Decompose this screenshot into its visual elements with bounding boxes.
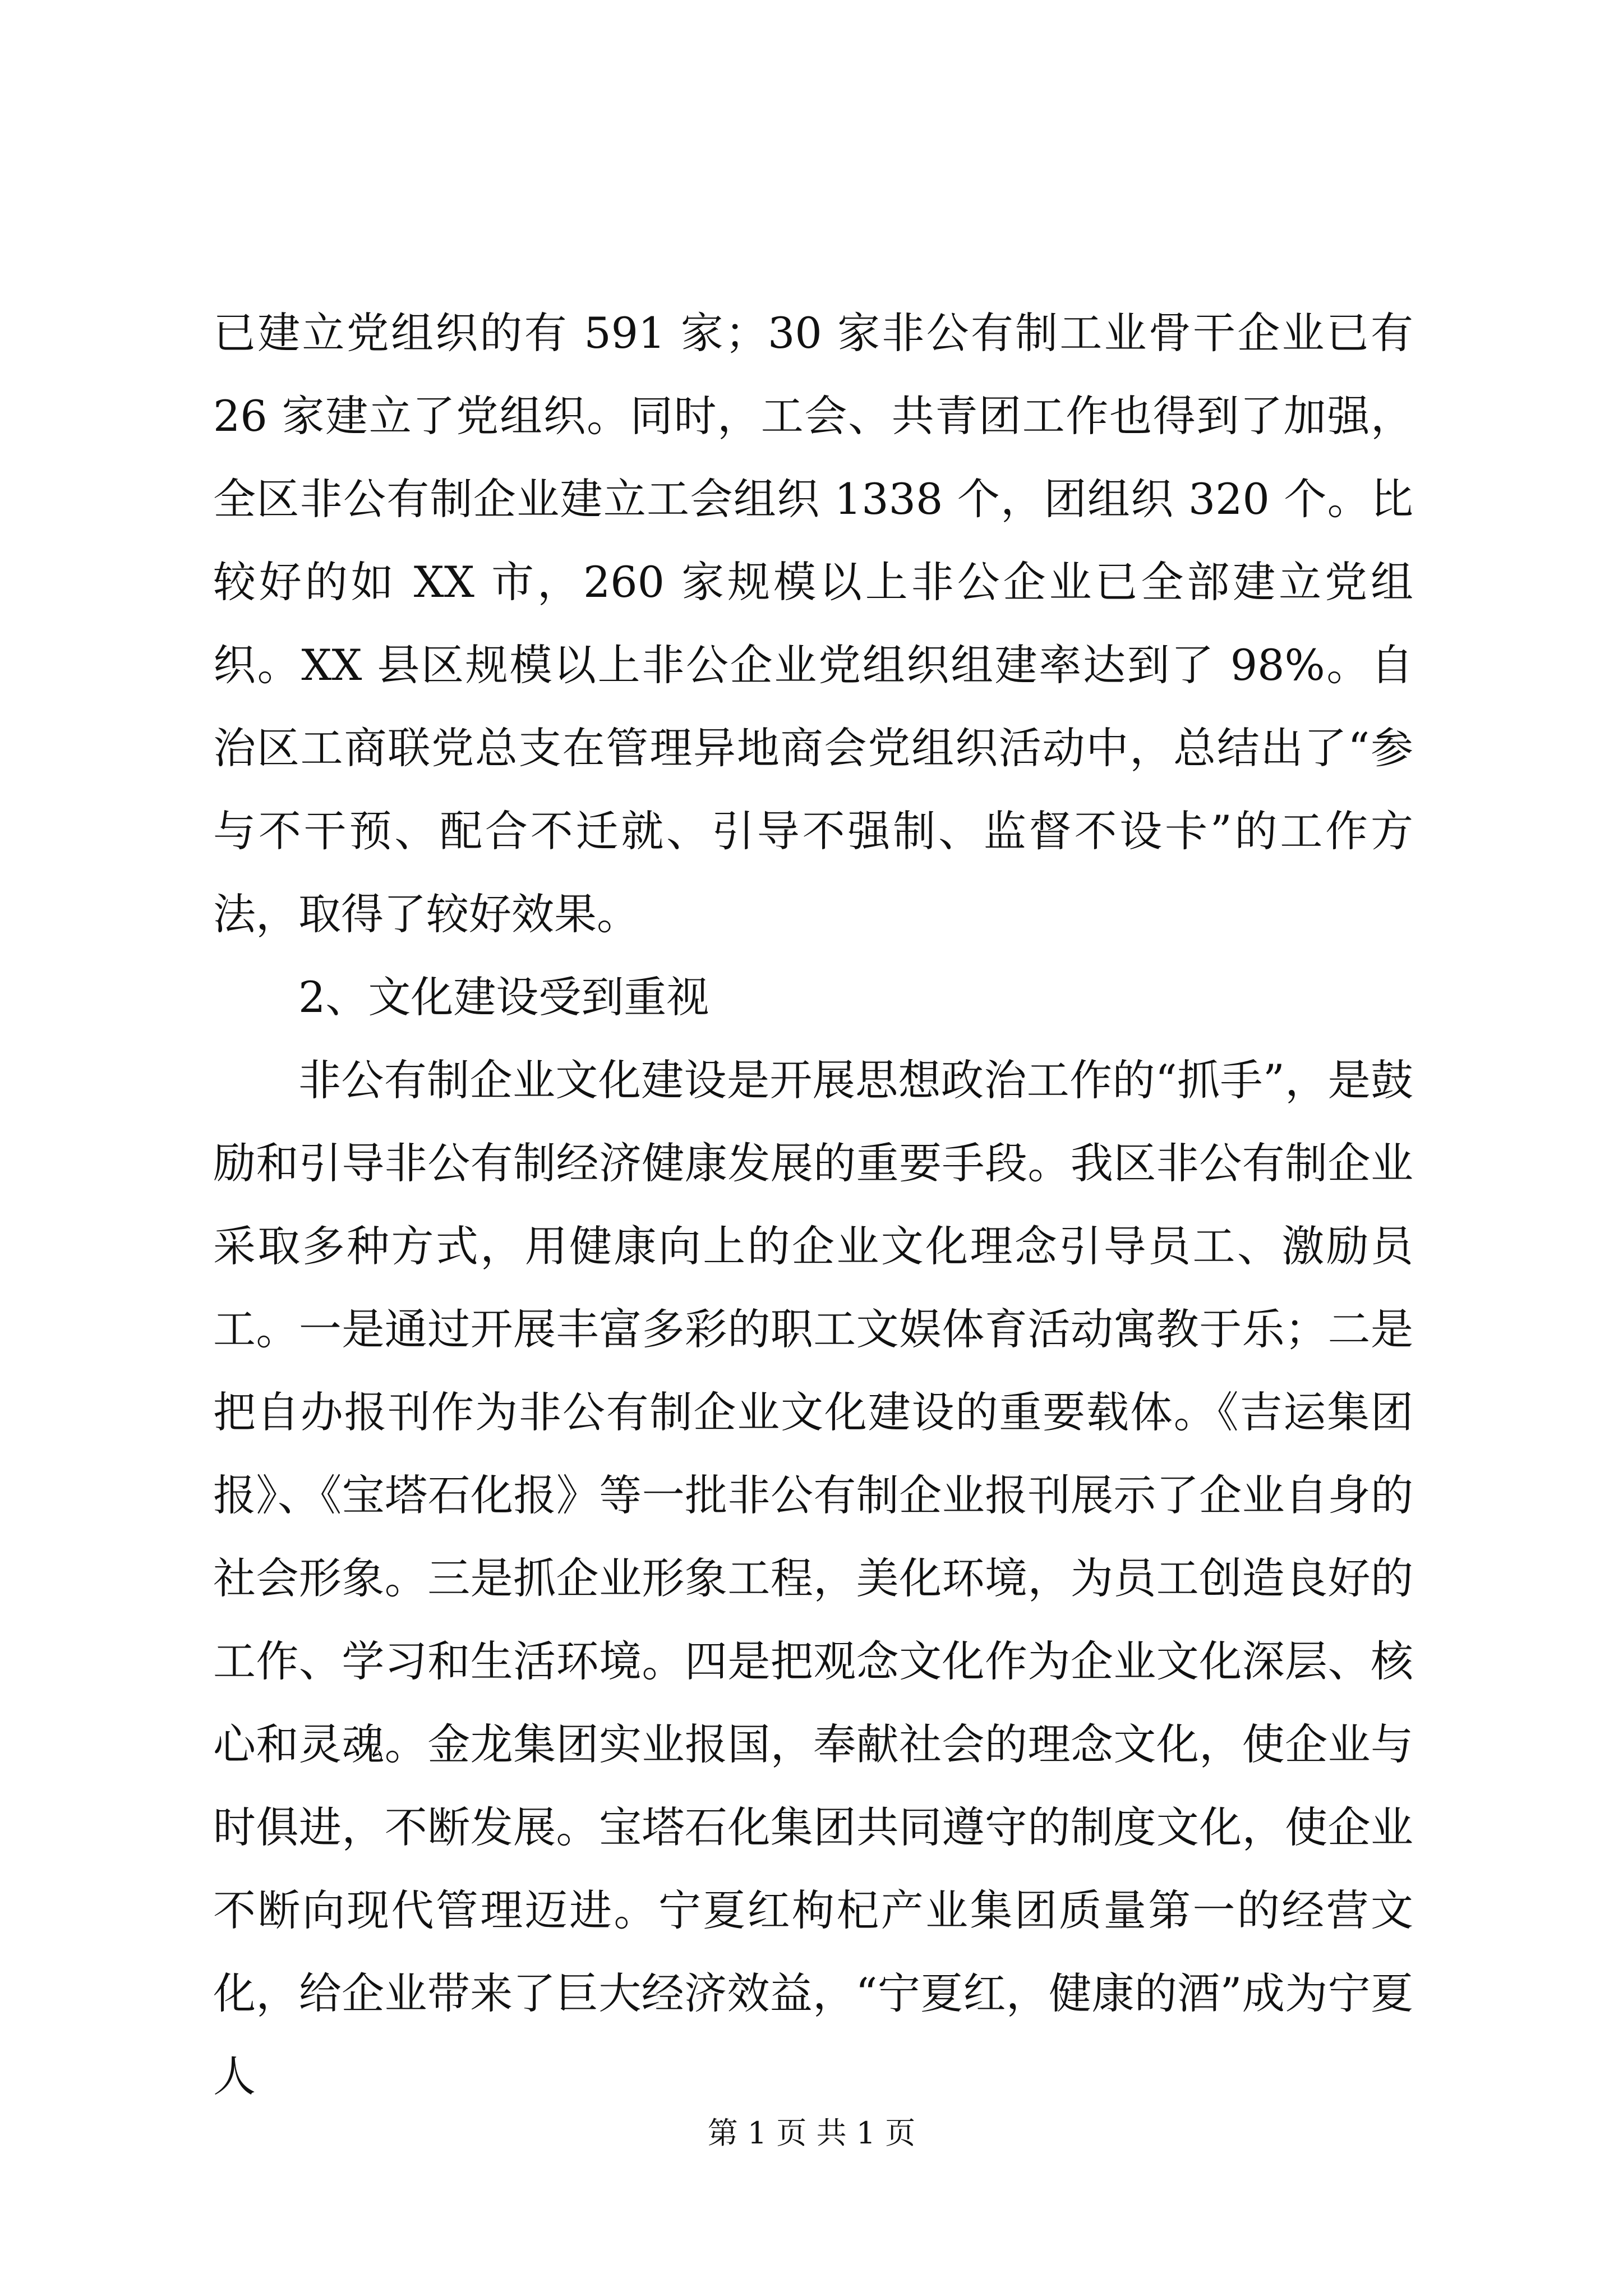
document-body [213, 292, 1413, 2118]
paragraph-culture-building: 非公有制企业文化建设是开展思想政治工作的“抓手”，是鼓励和引导非公有制经济健康发展的重要手段。我区非公有制企业采取多种方式，用健康向上的企业文化理念引导员工、激励员工。一是通过开展丰富多彩的职工文娱体育活动寓教于乐；二是把自办报刊作为非公有制企业文化建设的重要载体。《吉运集团报》、《宝塔石化报》等一批非公有制企业报刊展示了企业自身的社会形象。三是抓企业形象工程，美化环境，为员工创造良好的工作、学习和生活环境。四是把观念文化作为企业文化深层、核心和灵魂。金龙集团实业报国，奉献社会的理念文化，使企业与时俱进，不断发展。宝塔石化集团共同遵守的制度文化，使企业不断向现代管理迈进。宁夏红枸杞产业集团质量第一的经营文化，给企业带来了巨大经济效益，“宁夏红，健康的酒”成为宁夏人 [213, 1055, 1413, 2101]
section-heading-culture: 2、文化建设受到重视 [298, 972, 709, 1022]
page-footer: 第 1 页 共 1 页 [707, 2115, 916, 2151]
paragraph-party-organization: 已建立党组织的有 591 家；30 家非公有制工业骨干企业已有 26 家建立了党组织。同时，工会、共青团工作也得到了加强，全区非公有制企业建立工会组织 1338 个，团组织 320 个。比较好的如 XX 市，260 家规模以上非公企业已全部建立党组织。XX 县区规模以上非公企业党组织组建率达到了 98%。自治区工商联党总支在管理异地商会党组织活动中，总结出了“参与不干预、配合不迁就、引导不强制、监督不设卡”的工作方法，取得了较好效果。 [213, 308, 1413, 939]
